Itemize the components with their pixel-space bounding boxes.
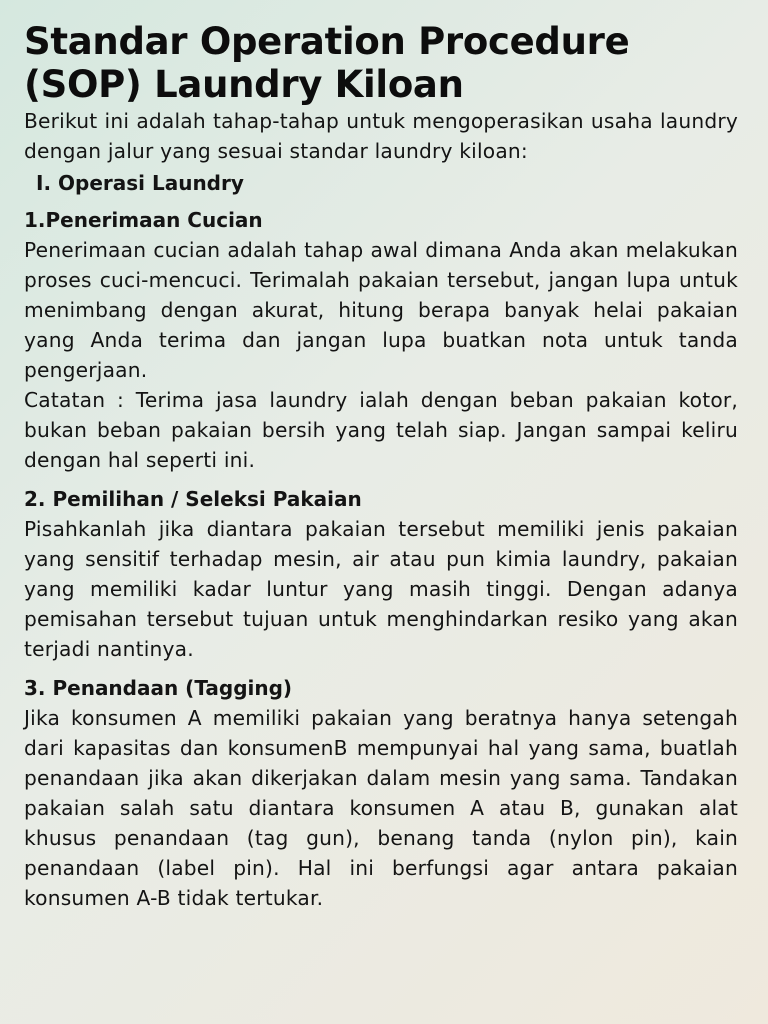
intro-paragraph: Berikut ini adalah tahap-tahap untuk mengoperasikan usaha laundry dengan jalur yang sesuai standar laundry kiloan: — [24, 109, 738, 163]
note-paragraph: Catatan : Terima jasa laundry ialah dengan beban pakaian kotor, bukan beban pakaian bersih yang telah siap. Jangan sampai keliru dengan hal seperti ini. — [24, 388, 738, 472]
page-title — [24, 20, 738, 106]
item-heading-penerimaan: 1.Penerimaan Cucian — [24, 208, 263, 232]
title-line-2: (SOP) Laundry Kiloan — [24, 63, 464, 106]
item-paragraph-pemilihan: Pisahkanlah jika diantara pakaian tersebut memiliki jenis pakaian yang sensitif terhadap mesin, air atau pun kimia laundry, pakaian yang memiliki kadar luntur yang masih tinggi. Dengan adanya pemisahan tersebut tujuan untuk menghindarkan resiko yang akan terjadi nantinya. — [24, 517, 738, 661]
item-paragraph-penandaan: Jika konsumen A memiliki pakaian yang beratnya hanya setengah dari kapasitas dan konsumenB mempunyai hal yang sama, buatlah penandaan jika akan dikerjakan dalam mesin yang sama. Tandakan pakaian salah satu diantara konsumen A atau B, gunakan alat khusus penandaan (tag gun), benang tanda (nylon pin), kain penandaan (label pin). Hal ini berfungsi agar antara pakaian konsumen A-B tidak tertukar. — [24, 706, 738, 910]
section-heading: I. Operasi Laundry — [36, 171, 244, 195]
item-heading-pemilihan: 2. Pemilihan / Seleksi Pakaian — [24, 487, 362, 511]
item-heading-penandaan: 3. Penandaan (Tagging) — [24, 676, 293, 700]
item-paragraph-penerimaan: Penerimaan cucian adalah tahap awal dimana Anda akan melakukan proses cuci-mencuci. Terimalah pakaian tersebut, jangan lupa untuk menimbang dengan akurat, hitung berapa banyak helai pakaian yang Anda terima dan jangan lupa buatkan nota untuk tanda pengerjaan. — [24, 238, 738, 382]
title-line-1: Standar Operation Procedure — [24, 20, 630, 63]
